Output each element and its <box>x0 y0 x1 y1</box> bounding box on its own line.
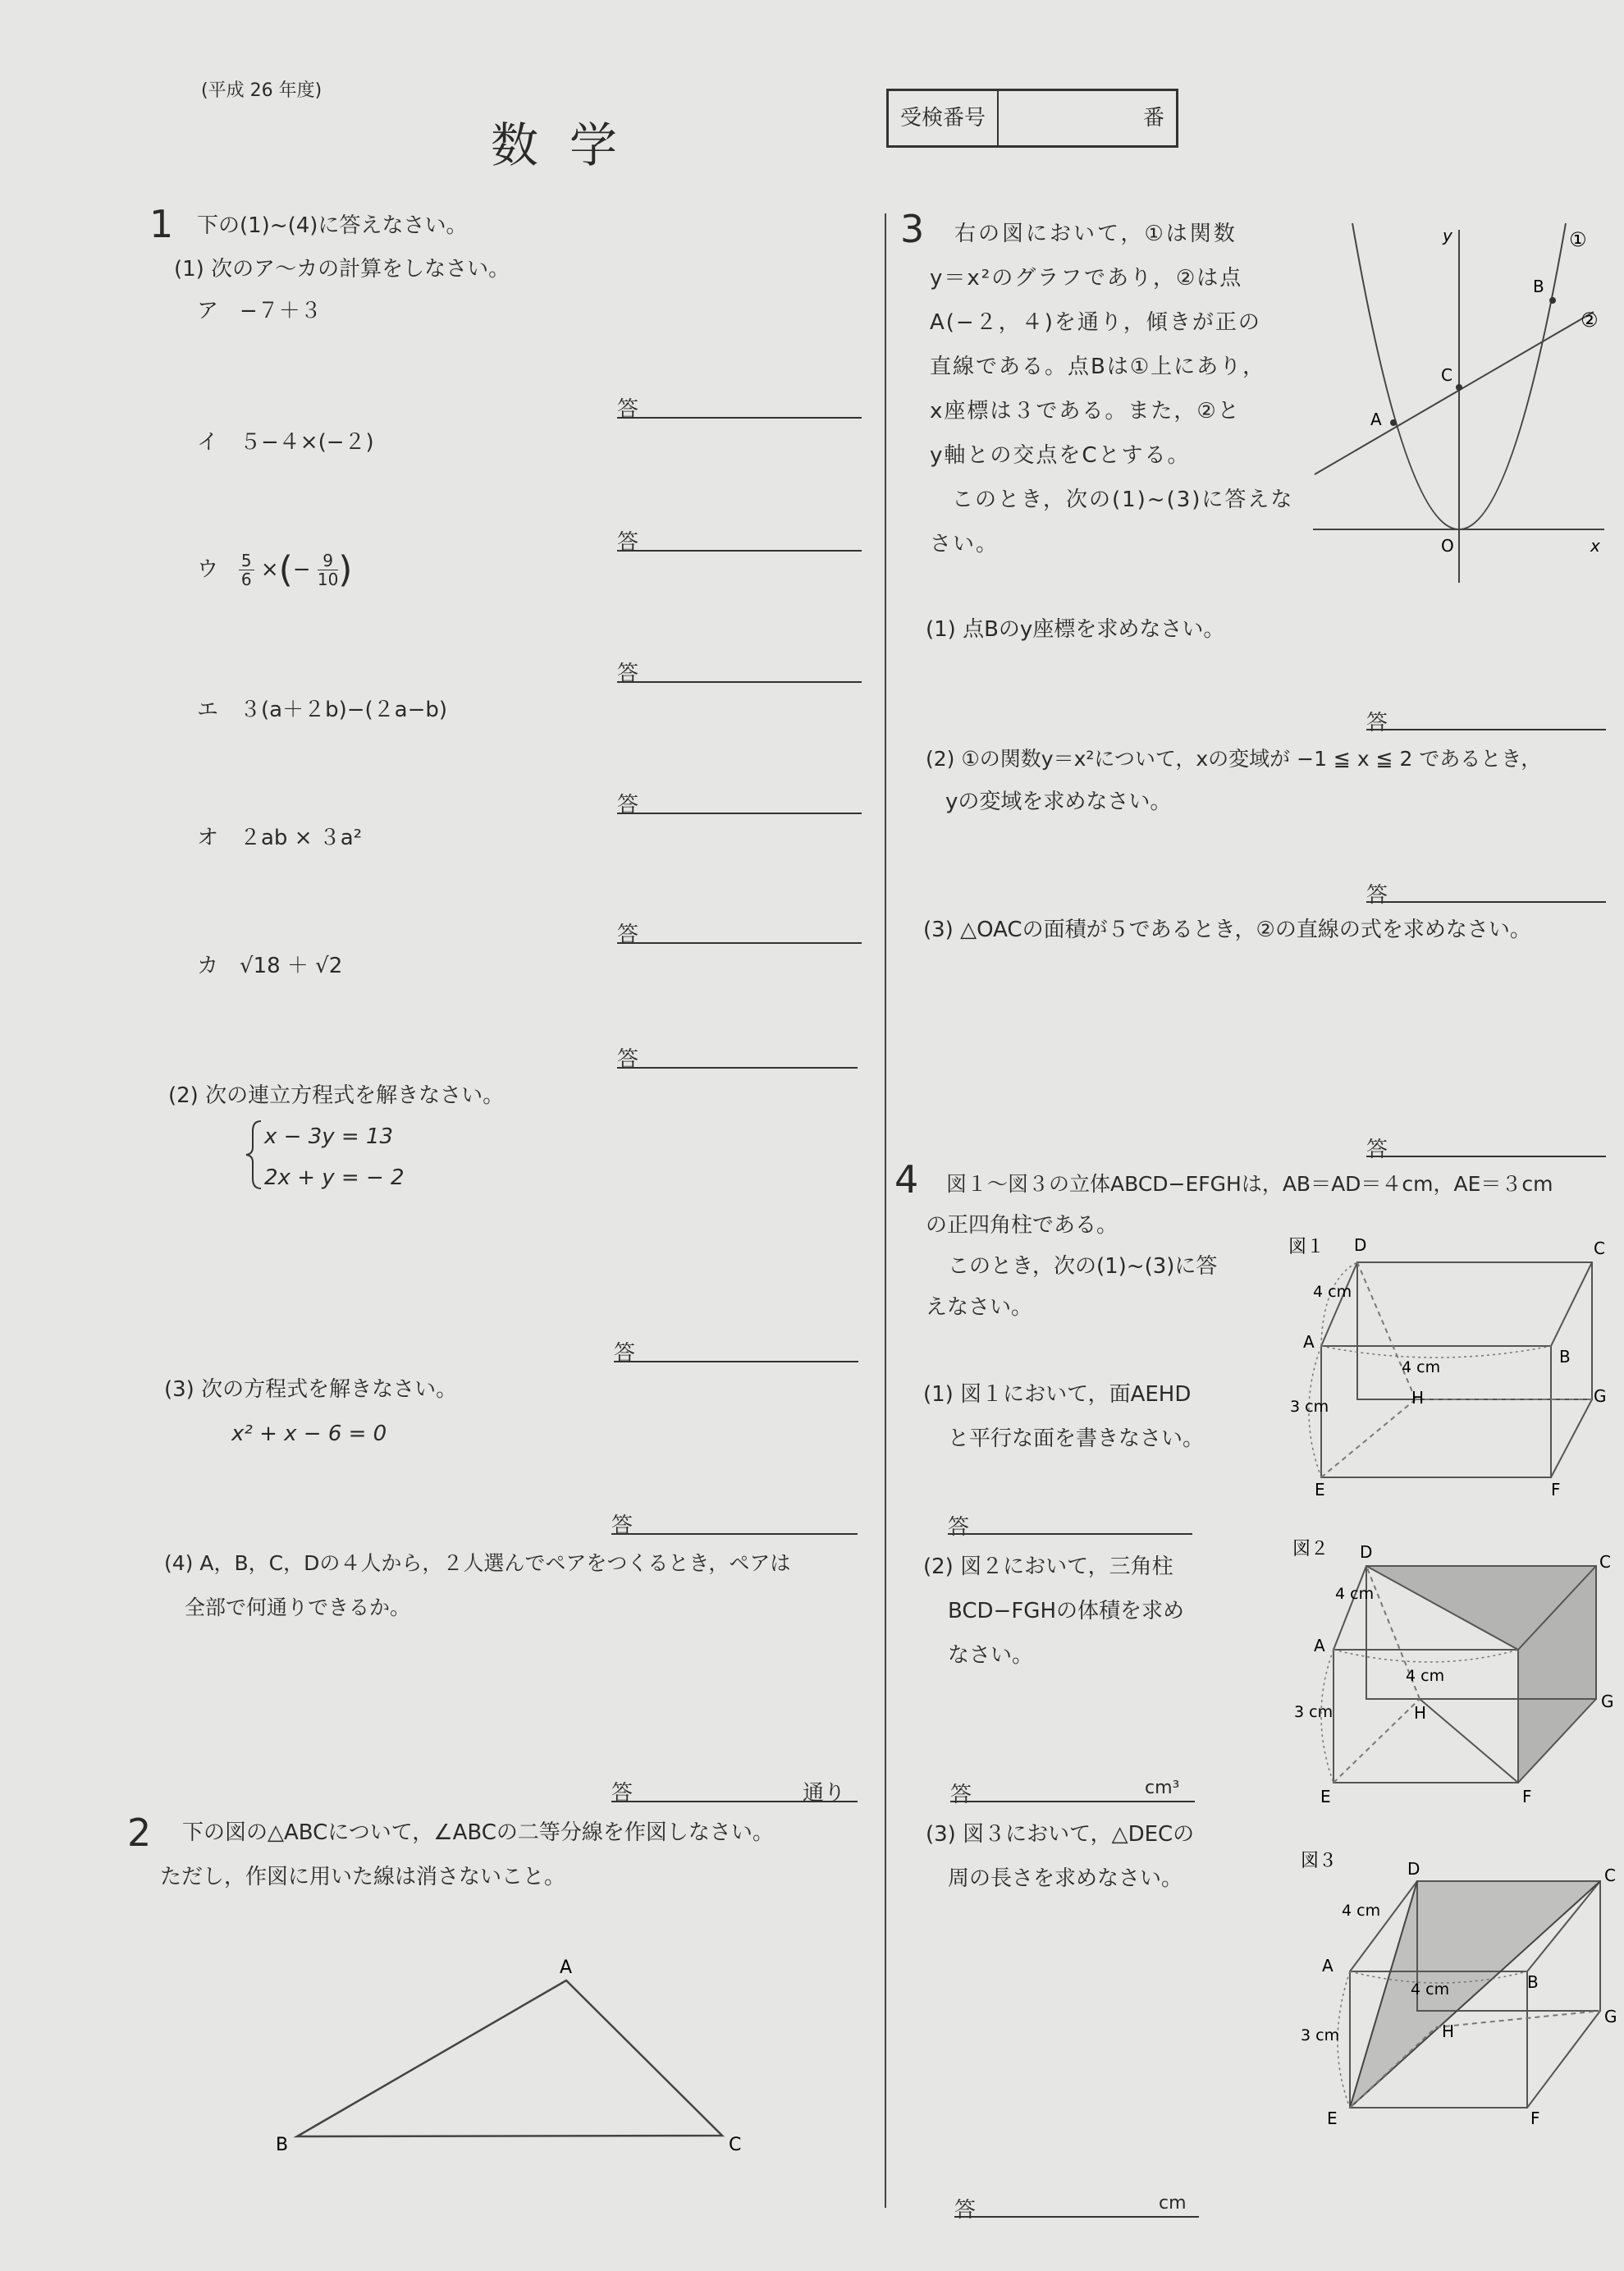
length-3cm: 3 cm <box>1301 2026 1340 2044</box>
length-4cm: 4 cm <box>1402 1358 1441 1376</box>
q3-line3: A(−２，４)を通り，傾きが正の <box>930 310 1261 335</box>
answer-label: 答 <box>617 662 639 686</box>
year-label: (平成 26 年度) <box>201 80 323 101</box>
label-a: A <box>1303 1332 1315 1352</box>
label-b: B <box>276 2135 289 2155</box>
label-a: A <box>1322 1956 1334 1976</box>
label-h: H <box>1411 1388 1425 1408</box>
q3-p2-line2: yの変域を求めなさい。 <box>945 790 1172 814</box>
q1-number: 1 <box>149 202 174 246</box>
q1-sub2: (2) 次の連立方程式を解きなさい。 <box>168 1083 505 1108</box>
label-a: A <box>560 1957 573 1978</box>
label-f: F <box>1551 1480 1561 1500</box>
label-e: E <box>1320 1787 1331 1806</box>
q3-line8: さい。 <box>930 532 1000 556</box>
answer-label: 答 <box>948 1515 970 1540</box>
q1-u: ウ $\frac{5}{6}$ ×(− $\frac{9}{10}$ ) <box>197 548 353 591</box>
q1-sub3: (3) 次の方程式を解きなさい。 <box>164 1377 458 1402</box>
label-c: C <box>729 2135 742 2155</box>
label-c: C <box>1604 1866 1616 1885</box>
q3-graph <box>1305 213 1617 583</box>
fig1-label: 図１ <box>1288 1237 1325 1257</box>
q1-sub4-line1: (4) A，B，C，Dの４人から，２人選んでペアをつくるとき，ペアは <box>164 1551 791 1575</box>
q4-p1-line1: (1) 図１において，面AEHD <box>923 1382 1192 1407</box>
answer-label: 答 <box>617 793 639 817</box>
q1-sub4-line2: 全部で何通りできるか。 <box>185 1596 411 1619</box>
label-g: G <box>1594 1386 1607 1406</box>
answer-line-4-3[interactable] <box>954 2216 1199 2218</box>
q1-a: ア −７＋３ <box>197 299 322 323</box>
length-3cm: 3 cm <box>1294 1703 1334 1721</box>
answer-line-3-3[interactable] <box>1366 1156 1606 1157</box>
line-2 <box>1315 312 1594 474</box>
answer-line-1-2[interactable] <box>614 1361 858 1362</box>
q4-line1: 図１～図３の立体ABCD−EFGHは，AB＝AD＝４cm，AE＝３cm <box>946 1172 1553 1196</box>
answer-line-1-3[interactable] <box>611 1533 858 1535</box>
label-e: E <box>1327 2108 1338 2126</box>
back-face <box>1357 1262 1592 1399</box>
q3-number: 3 <box>900 207 925 251</box>
q1-e: エ ３(a＋２b)−(２a−b) <box>197 698 448 722</box>
answer-line-1o[interactable] <box>617 942 862 944</box>
label-b: B <box>1527 1972 1539 1992</box>
unit-cm3: cm³ <box>1145 1778 1180 1798</box>
frac-den: 10 <box>317 570 339 589</box>
label-line-2: ② <box>1581 309 1599 332</box>
answer-label: 答 <box>950 1783 972 1807</box>
label-d: D <box>1354 1235 1367 1255</box>
length-4cm: 4 cm <box>1335 1585 1375 1603</box>
label-e: E <box>1315 1480 1325 1500</box>
answer-line-1e[interactable] <box>617 813 862 814</box>
q3-line5: x座標は３である。また，②と <box>930 399 1241 424</box>
label-b: B <box>1559 1347 1571 1367</box>
label-curve-1: ① <box>1569 228 1587 251</box>
answer-label: 答 <box>1366 883 1388 908</box>
answer-label: 答 <box>954 2198 977 2223</box>
answer-label: 答 <box>614 1341 636 1366</box>
q2-line1: 下の図の△ABCについて，∠ABCの二等分線を作図しなさい。 <box>182 1820 774 1845</box>
point-a <box>1390 419 1397 426</box>
label-h: H <box>1442 2021 1455 2041</box>
q3-p2-line1: (2) ①の関数y＝x²について，xの変域が −1 ≦ x ≦ 2 であるとき， <box>926 747 1542 771</box>
label-a: A <box>1314 1636 1325 1655</box>
label-c: C <box>1594 1239 1605 1258</box>
answer-label: 答 <box>611 1781 634 1806</box>
point-c <box>1456 384 1462 391</box>
frac-num: 9 <box>318 552 338 570</box>
exam-number-label: 受検番号 <box>900 106 986 130</box>
page-title: 数学 <box>491 117 649 173</box>
q4-line4: えなさい。 <box>926 1295 1033 1320</box>
answer-line-1ka[interactable] <box>617 1067 858 1069</box>
q3-line4: 直線である。点Bは①上にあり， <box>930 355 1266 379</box>
q3-line7: このとき，次の(1)~(3)に答えな <box>952 488 1294 512</box>
q3-line1: 右の図において，①は関数 <box>954 222 1237 246</box>
figure-1-prism <box>1280 1231 1617 1510</box>
q1-i: イ ５−４×(−２) <box>197 430 374 455</box>
label-g: G <box>1601 1692 1614 1711</box>
exam-number-suffix: 番 <box>997 91 1176 145</box>
fraction-9-10 <box>318 552 338 588</box>
label-a: A <box>1370 410 1382 429</box>
answer-label: 答 <box>1366 1138 1388 1162</box>
length-4cm: 4 cm <box>1313 1283 1352 1301</box>
q4-number: 4 <box>894 1157 919 1202</box>
label-c: C <box>1599 1552 1611 1572</box>
q4-p2-line3: なさい。 <box>948 1643 1034 1668</box>
point-b <box>1549 297 1556 304</box>
column-divider <box>885 213 886 2208</box>
x-axis-label: x <box>1590 536 1600 556</box>
exam-number-box[interactable] <box>886 89 1178 148</box>
q4-line3: このとき，次の(1)~(3)に答 <box>948 1254 1218 1279</box>
answer-label: 答 <box>617 530 639 555</box>
length-4cm: 4 cm <box>1411 1980 1450 1999</box>
length-4cm: 4 cm <box>1342 1902 1381 1920</box>
q1-sys-eq1: x − 3y = 13 <box>264 1124 394 1149</box>
answer-line-1-4[interactable] <box>611 1801 858 1802</box>
answer-label: 答 <box>1366 711 1388 735</box>
q4-p1-line2: と平行な面を書きなさい。 <box>948 1426 1205 1451</box>
q4-p3-line2: 周の長さを求めなさい。 <box>948 1866 1183 1891</box>
answer-label: 答 <box>617 397 639 422</box>
y-axis-label: y <box>1443 226 1452 245</box>
length-4cm: 4 cm <box>1406 1667 1445 1685</box>
answer-line-3-1[interactable] <box>1366 729 1606 730</box>
q3-line6: y軸との交点をCとする。 <box>930 443 1191 468</box>
label-b: B <box>1533 277 1544 296</box>
q3-p3: (3) △OACの面積が５であるとき，②の直線の式を求めなさい。 <box>923 918 1531 942</box>
triangle-abc <box>297 1980 722 2136</box>
label-g: G <box>1604 2007 1617 2026</box>
q4-line2: の正四角柱である。 <box>926 1213 1119 1238</box>
shaded-prism-bcd-fgh <box>1366 1566 1596 1783</box>
label-f: F <box>1530 2108 1540 2126</box>
q1-sub1-intro: (1) 次のア～カの計算をしなさい。 <box>174 257 510 282</box>
answer-label: 答 <box>617 1047 639 1072</box>
q2-number: 2 <box>127 1811 152 1855</box>
answer-label: 答 <box>611 1513 634 1538</box>
q3-line2: y＝x²のグラフであり，②は点 <box>930 266 1243 291</box>
q4-p2-line2: BCD−FGHの体積を求め <box>948 1599 1184 1623</box>
figure-3-prism <box>1284 1847 1621 2126</box>
answer-line-4-1[interactable] <box>948 1533 1192 1535</box>
unit-toori: 通り <box>803 1781 846 1806</box>
frac-den: 6 <box>240 570 252 589</box>
q3-p1: (1) 点Bのy座標を求めなさい。 <box>926 617 1225 642</box>
times-sign: × <box>260 557 279 582</box>
label-h: H <box>1414 1703 1427 1723</box>
fig3-label: 図３ <box>1301 1851 1338 1871</box>
q1-o: オ ２ab × ３a² <box>197 826 363 850</box>
label-d: D <box>1407 1859 1420 1879</box>
answer-line-1a[interactable] <box>617 417 862 419</box>
answer-line-4-2[interactable] <box>950 1801 1195 1802</box>
q1-ka: カ √18 ＋ √2 <box>197 954 343 978</box>
fraction-5-6 <box>239 552 254 588</box>
origin-label: O <box>1441 536 1454 556</box>
q1-intro: 下の(1)~(4)に答えなさい。 <box>197 213 468 238</box>
frac-num: 5 <box>239 552 254 570</box>
label-f: F <box>1522 1787 1532 1806</box>
answer-line-1u[interactable] <box>617 681 862 683</box>
answer-line-3-2[interactable] <box>1366 901 1606 903</box>
q1-sys-eq2: 2x + y = − 2 <box>264 1165 405 1190</box>
figure-2-prism <box>1284 1535 1621 1814</box>
answer-line-1i[interactable] <box>617 550 862 552</box>
q1-u-label: ウ <box>197 557 219 582</box>
q1-equation: x² + x − 6 = 0 <box>231 1422 387 1446</box>
q4-p3-line1: (3) 図３において，△DECの <box>926 1822 1195 1847</box>
triangle-abc-figure <box>263 1953 755 2167</box>
answer-label: 答 <box>617 923 639 947</box>
unit-cm: cm <box>1159 2193 1187 2214</box>
length-3cm: 3 cm <box>1290 1398 1329 1416</box>
q4-p2-line1: (2) 図２において，三角柱 <box>923 1554 1173 1579</box>
q2-line2: ただし，作図に用いた線は消さないこと。 <box>160 1865 566 1889</box>
label-d: D <box>1360 1542 1373 1562</box>
label-c: C <box>1441 365 1452 385</box>
fig2-label: 図２ <box>1292 1539 1329 1559</box>
